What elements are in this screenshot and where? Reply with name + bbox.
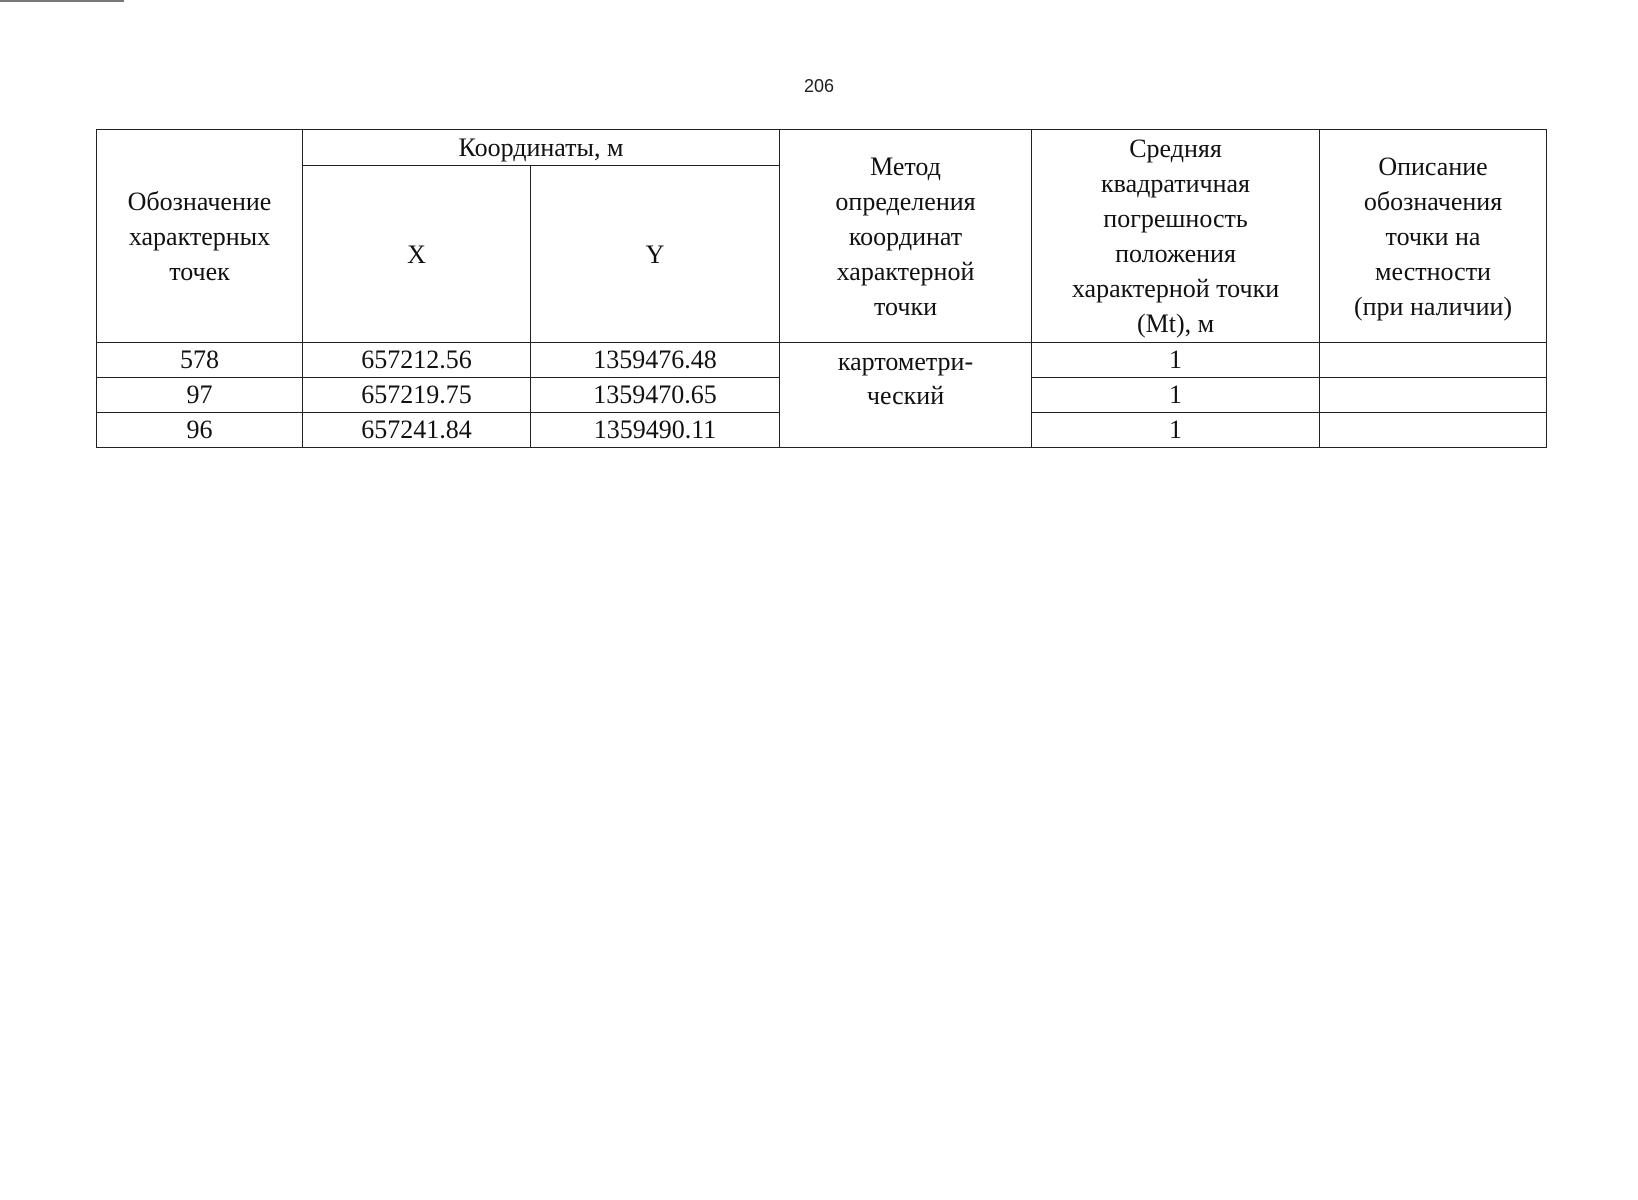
header-y: Y [531,166,780,343]
cell-y: 1359476.48 [531,343,780,378]
cell-x: 657212.56 [303,343,531,378]
coordinates-table [96,129,1547,448]
cell-description [1320,413,1547,448]
cell-y: 1359470.65 [531,378,780,413]
header-error: Средняя квадратичная погрешность положения характерной точки (Mt), м [1032,130,1320,343]
cell-description [1320,378,1547,413]
cell-description [1320,343,1547,378]
cell-point: 578 [97,343,303,378]
cell-point: 97 [97,378,303,413]
header-point-id: Обозначение характерных точек [97,130,303,343]
scan-edge-mark [0,0,124,2]
cell-error: 1 [1032,343,1320,378]
header-description: Описание обозначения точки на местности (при наличии) [1320,130,1547,343]
header-method: Метод определения координат характерной точки [780,130,1032,343]
cell-error: 1 [1032,378,1320,413]
cell-x: 657241.84 [303,413,531,448]
header-coordinates-group: Координаты, м [303,130,780,166]
header-x: X [303,166,531,343]
page-number: 206 [803,76,835,96]
cell-x: 657219.75 [303,378,531,413]
cell-error: 1 [1032,413,1320,448]
table-row [97,343,1547,378]
cell-method: картометри- ческий [780,343,1032,448]
cell-point: 96 [97,413,303,448]
header-row-top [97,130,1547,166]
cell-y: 1359490.11 [531,413,780,448]
